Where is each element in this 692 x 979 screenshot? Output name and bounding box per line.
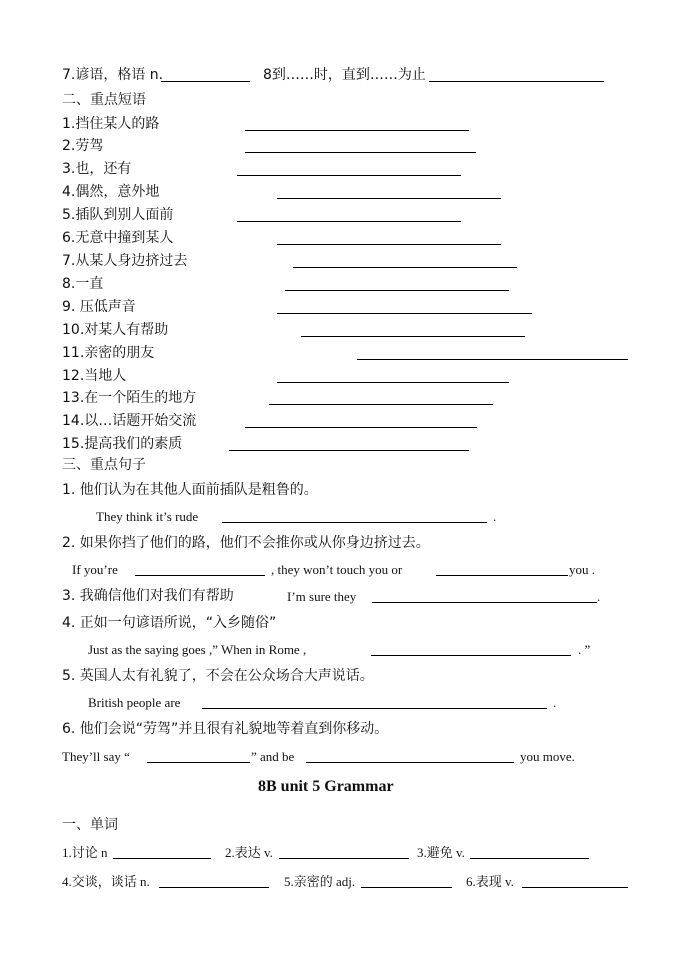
phrase-item: 7.从某人身边挤过去 [62, 253, 188, 269]
answer-blank[interactable] [279, 858, 409, 859]
section-heading-words: 一、单词 [62, 817, 118, 833]
answer-blank[interactable] [361, 887, 452, 888]
answer-blank[interactable] [372, 602, 597, 603]
sentence-6-english-start: They’ll say “ [62, 749, 130, 764]
phrase-item: 10.对某人有帮助 [62, 322, 169, 338]
answer-blank[interactable] [277, 382, 509, 383]
answer-blank[interactable] [147, 762, 250, 763]
answer-blank[interactable] [237, 175, 461, 176]
sentence-6-english-middle: ” and be [251, 749, 295, 764]
phrase-item: 9. 压低声音 [62, 299, 136, 315]
answer-blank[interactable] [159, 887, 269, 888]
sentence-1-chinese: 1. 他们认为在其他人面前插队是粗鲁的。 [62, 482, 318, 498]
sentence-5-english-end: . [553, 695, 557, 710]
sentence-4-english-end: . ” [578, 642, 591, 657]
phrase-item: 6.无意中撞到某人 [62, 230, 174, 246]
sentence-4-english-start: Just as the saying goes ,” When in Rome , [88, 642, 307, 657]
answer-blank[interactable] [277, 313, 532, 314]
sentence-3-english-start: I’m sure they [287, 589, 357, 604]
phrase-item: 5.插队到别人面前 [62, 207, 174, 223]
answer-blank[interactable] [357, 359, 628, 360]
answer-blank[interactable] [371, 655, 571, 656]
phrase-item: 15.提高我们的素质 [62, 436, 183, 452]
grammar-word-5: 5.亲密的 adj. [284, 874, 356, 889]
answer-blank[interactable] [277, 198, 501, 199]
answer-blank[interactable] [229, 450, 469, 451]
answer-blank[interactable] [222, 522, 487, 523]
answer-blank[interactable] [237, 221, 461, 222]
section-heading-phrases: 二、重点短语 [62, 92, 146, 108]
phrase-item: 11.亲密的朋友 [62, 345, 155, 361]
answer-blank[interactable] [277, 244, 501, 245]
answer-blank[interactable] [285, 290, 509, 291]
answer-blank[interactable] [245, 427, 477, 428]
answer-blank[interactable] [245, 152, 476, 153]
answer-blank[interactable] [522, 887, 628, 888]
sentence-5-chinese: 5. 英国人太有礼貌了，不会在公众场合大声说话。 [62, 668, 374, 684]
grammar-title: 8B unit 5 Grammar [258, 778, 394, 795]
sentence-4-chinese: 4. 正如一句谚语所说，“入乡随俗” [62, 615, 277, 631]
answer-blank[interactable] [293, 267, 517, 268]
phrase-item: 14.以…话题开始交流 [62, 413, 197, 429]
sentence-3-english-end: . [597, 589, 601, 604]
answer-blank[interactable] [306, 762, 514, 763]
sentence-6-english-end: you move. [520, 749, 575, 764]
phrase-item: 2.劳驾 [62, 138, 104, 154]
answer-blank[interactable] [113, 858, 211, 859]
answer-blank[interactable] [245, 130, 469, 131]
grammar-word-1: 1.讨论 n [62, 845, 108, 860]
grammar-word-2: 2.表达 v. [225, 845, 273, 860]
phrase-item: 4.偶然，意外地 [62, 184, 160, 200]
sentence-2-chinese: 2. 如果你挡了他们的路，他们不会推你或从你身边挤过去。 [62, 535, 430, 551]
grammar-word-4: 4.交谈，谈话 n. [62, 874, 150, 889]
sentence-1-english-end: . [493, 509, 497, 524]
grammar-word-6: 6.表现 v. [466, 874, 514, 889]
answer-blank[interactable] [429, 81, 604, 82]
answer-blank[interactable] [470, 858, 589, 859]
sentence-6-chinese: 6. 他们会说“劳驾”并且很有礼貌地等着直到你移动。 [62, 721, 389, 737]
section-heading-sentences: 三、重点句子 [62, 457, 146, 473]
answer-blank[interactable] [135, 575, 265, 576]
answer-blank[interactable] [269, 404, 493, 405]
phrase-item: 12.当地人 [62, 368, 127, 384]
sentence-2-english-end: you . [569, 562, 595, 577]
sentence-2-english-middle: , they won’t touch you or [271, 562, 403, 577]
phrase-item: 3.也，还有 [62, 161, 132, 177]
vocab-item-8: 8到……时，直到……为止 [263, 67, 426, 83]
phrase-item: 1.挡住某人的路 [62, 116, 160, 132]
answer-blank[interactable] [301, 336, 525, 337]
phrase-item: 13.在一个陌生的地方 [62, 390, 197, 406]
sentence-1-english-start: They think it’s rude [96, 509, 199, 524]
vocab-item-7: 7.谚语，格语 n. [62, 67, 164, 83]
sentence-3-chinese: 3. 我确信他们对我们有帮助 [62, 588, 234, 604]
phrase-item: 8.一直 [62, 276, 104, 292]
grammar-word-3: 3.避免 v. [417, 845, 465, 860]
answer-blank[interactable] [436, 575, 568, 576]
answer-blank[interactable] [161, 81, 250, 82]
sentence-2-english-start: If you’re [72, 562, 118, 577]
sentence-5-english-start: British people are [88, 695, 181, 710]
answer-blank[interactable] [202, 708, 547, 709]
